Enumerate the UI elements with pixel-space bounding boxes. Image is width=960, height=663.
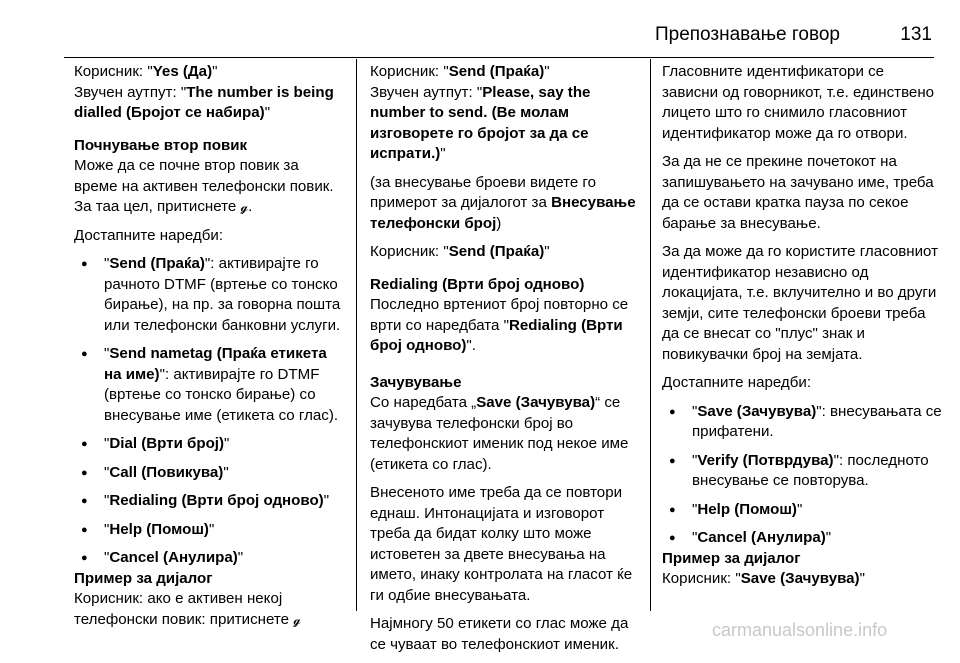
paragraph: Гласовните идентификатори се зависни од говорникот, т.е. единствено лицето што го снимило гласовниот идентификатор може да го отвори. — [662, 63, 935, 142]
second-call-text: Може да се почне втор повик за време на активен телефонски повик. За таа цел, притиснете 𝓰. — [74, 156, 346, 218]
list-item: ● "Help (Помош)" — [74, 520, 346, 541]
list-item: ● "Send (Праќа)": активирајте го рачното DTMF (вртење со тонско бирање), на пр. за говорна пошта или телефонски банковни услуги. — [74, 254, 346, 336]
dialog-audio-line: Звучен аутпут: "The number is being dialled (Бројот се набира)" — [74, 83, 334, 121]
list-item: ● "Help (Помош)" — [662, 500, 942, 521]
microphone-icon: 𝓰 — [240, 199, 249, 214]
max-text: Најмногу 50 етикети со глас може да се чуваат во телефонскиот именик. — [370, 615, 629, 653]
list-item: ● "Cancel (Анулира)" — [74, 548, 346, 569]
dialog-text: Корисник: ако е активен некој телефонски повик: притиснете 𝓰 — [74, 589, 346, 630]
header-divider — [64, 57, 934, 58]
page-number: 131 — [900, 24, 932, 45]
list-item: ● "Redialing (Врти број одново)" — [74, 491, 346, 512]
repeat-text: Внесеното име треба да се повтори еднаш. Интонацијата и изговорот треба да бидат колку што може истоветен за двете внесувања на името, инаку контролата на гласот ќе ги одбие внесувањата. — [370, 484, 633, 604]
note-text: (за внесување броеви видете го примерот за дијалогот за Внесување телефонски број) — [370, 173, 636, 232]
watermark: carmanualsonline.info — [712, 620, 888, 640]
list-item: ● "Cancel (Анулира)" — [662, 528, 942, 549]
section-heading-dialog: Пример за дијалог — [74, 569, 213, 587]
section-heading-save: Зачувување — [370, 373, 462, 391]
section-heading-second-call: Почнување втор повик — [74, 136, 248, 154]
command-list — [74, 254, 346, 569]
page-title: Препознавање говор — [654, 24, 840, 45]
paragraph: За да не се прекине почетокот на запишувањето на зачувано име, треба да се остави кратка пауза по секое барање за внесување. — [662, 153, 934, 232]
command-list — [662, 402, 942, 549]
column-divider-2 — [650, 59, 651, 611]
section-heading-redial: Redialing (Врти број одново) — [370, 275, 585, 293]
dialog-audio-line: Звучен аутпут: "Please, say the number to send. (Ве молам изговорете го бројот за да се испрати.)" — [370, 83, 591, 162]
dialog-user-line: Корисник: "Save (Зачувува)" — [662, 570, 865, 587]
available-commands-label: Достапните наредби: — [74, 226, 224, 244]
section-heading-dialog: Пример за дијалог — [662, 549, 801, 567]
dialog-user-line: Корисник: "Yes (Да)" — [74, 63, 218, 80]
dialog-user-line: Корисник: "Send (Праќа)" — [370, 63, 550, 80]
redial-text: Последно вртениот број повторно се врти со наредбата "Redialing (Врти број одново)". — [370, 296, 629, 354]
column-3 — [662, 62, 942, 590]
list-item: ● "Dial (Врти број)" — [74, 434, 346, 455]
available-commands-label: Достапните наредби: — [662, 374, 812, 391]
paragraph: За да може да го користите гласовниот идентификатор независно од локацијата, т.е. вклучително и во други земји, сите телефонски броеви треба да се внесат со "плус" знак и повикувачки број на земјата. — [662, 243, 939, 363]
column-2 — [370, 62, 636, 663]
column-1 — [74, 62, 346, 630]
dialog-user-line: Корисник: "Send (Праќа)" — [370, 243, 550, 260]
microphone-icon: 𝓰 — [293, 611, 301, 627]
list-item: ● "Call (Повикува)" — [74, 463, 346, 484]
list-item: ● "Save (Зачувува)": внесувањата се прифатени. — [662, 402, 942, 443]
save-text: Со наредбата „Save (Зачувува)“ се зачувува телефонски број во телефонскиот именик под некое име (етикета со глас). — [370, 394, 629, 473]
list-item: ● "Send nametag (Праќа етикета на име)": активирајте го DTMF (вртење со тонско бирање) со внесување име (етикета со глас). — [74, 344, 346, 426]
list-item: ● "Verify (Потврдува)": последното внесување се повторува. — [662, 451, 942, 492]
column-divider-1 — [356, 59, 357, 611]
